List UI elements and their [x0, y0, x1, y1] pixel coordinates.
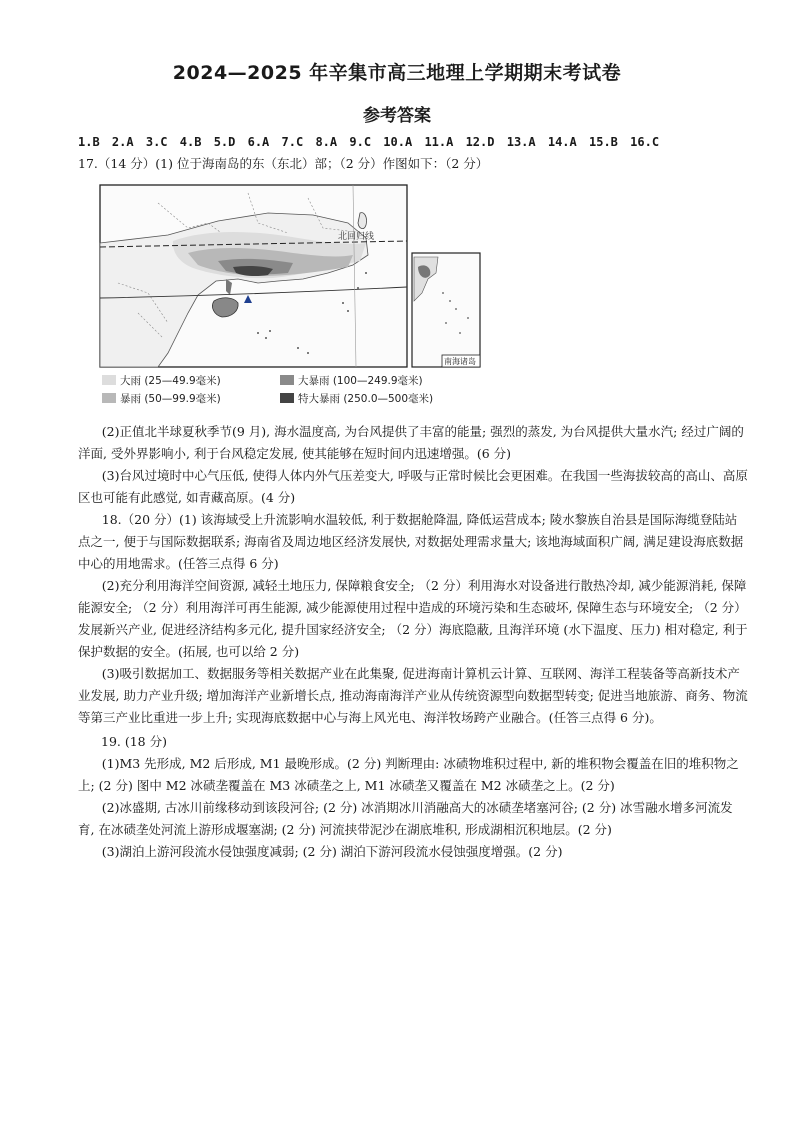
answer-item: 11.A	[424, 135, 454, 149]
q17-answer-3: (3)台风过境时中心气压低, 使得人体内外气压差变大, 呼吸与正常时候比会更困难。在我国一些海拔较高的高山、高原区也可能有此感觉, 如青藏高原。(4 分)	[78, 468, 748, 505]
answer-item: 9.C	[349, 135, 372, 149]
answer-item: 10.A	[383, 135, 413, 149]
answer-item: 7.C	[281, 135, 304, 149]
legend-swatch	[280, 375, 294, 385]
legend-label: 特大暴雨 (250.0—500毫米)	[298, 393, 434, 405]
q19-heading: 19. (18 分)	[101, 734, 167, 749]
q19-answer-3: (3)湖泊上游河段流水侵蚀强度减弱; (2 分) 湖泊下游河段流水侵蚀强度增强。(2 分)	[101, 844, 563, 859]
page-subtitle: 参考答案	[363, 106, 431, 126]
answer-item: 14.A	[547, 135, 577, 149]
answer-item: 13.A	[506, 135, 536, 149]
page-title: 2024—2025 年辛集市高三地理上学期期末考试卷	[172, 62, 622, 84]
map-legend	[102, 374, 433, 405]
answer-item: 1.B	[78, 135, 100, 149]
q19-answer-2: (2)冰盛期, 古冰川前缘移动到该段河谷; (2 分) 冰消期冰川消融高大的冰碛垄堵塞河谷; (2 分) 冰雪融水增多河流发育, 在冰碛垄处河流上游形成堰塞湖; (2 分) 河流挟带泥沙在湖底堆积, 形成湖相沉积地层。(2 分)	[78, 800, 733, 837]
taiwan-island	[358, 213, 367, 229]
answer-item: 5.D	[213, 135, 236, 149]
tropic-label: 北回归线	[338, 232, 375, 242]
answer-item: 16.C	[630, 135, 660, 149]
q18-answer-2: (2)充分利用海洋空间资源, 减轻土地压力, 保障粮食安全; （2 分）利用海水对设备进行散热冷却, 减少能源消耗, 保障能源安全; （2 分）利用海洋可再生能源, 减少能源使用过程中造成的环境污染和生态破坏, 保障生态与环境安全; （2 分）发展新兴产业, 促进经济结构多元化, 提升国家经济安全; （2 分）海底隐蔽, 且海洋环境 (水下温度、压力) 相对稳定, 利于保护数据的安全。(拓展, 也可以给 2 分)	[78, 578, 748, 659]
legend-label: 暴雨 (50—99.9毫米)	[120, 393, 221, 405]
q19-answer-1: (1)M3 先形成, M2 后形成, M1 最晚形成。(2 分) 判断理由: 冰碛物堆积过程中, 新的堆积物会覆盖在旧的堆积物之上; (2 分) 图中 M2 冰碛垄覆盖在 M3 冰碛垄之上, M1 冰碛垄又覆盖在 M2 冰碛垄之上。(2 分)	[78, 756, 739, 793]
q18-answer-1: 18.（20 分）(1) 该海域受上升流影响水温较低, 利于数据舱降温, 降低运营成本; 陵水黎族自治县是国际海缆登陆站点之一, 便于与国际数据联系; 海南省及周边地区经济发展快, 对数据处理需求量大; 该地海域面积广阔, 满足建设海底数据中心的用地需求。(任答三点得 6 分)	[78, 512, 744, 571]
answer-item: 15.B	[589, 135, 618, 149]
q18-answer-3: (3)吸引数据加工、数据服务等相关数据产业在此集聚, 促进海南计算机云计算、互联网、海洋工程装备等高新技术产业发展, 助力产业升级; 增加海洋产业新增长点, 推动海南海洋产业从传统资源型向数据型转变; 促进当地旅游、商务、物流等第三产业比重进一步上升; 实现海底数据中心与海上风光电、海洋牧场跨产业融合。(任答三点得 6 分)。	[78, 666, 748, 725]
legend-label: 大暴雨 (100—249.9毫米)	[298, 375, 423, 387]
legend-label: 大雨 (25—49.9毫米)	[120, 375, 221, 387]
answer-item: 3.C	[145, 135, 168, 149]
legend-swatch	[280, 393, 294, 403]
inset-label: 南海诸岛	[444, 357, 476, 366]
answer-item: 2.A	[111, 135, 134, 149]
rainfall-map	[98, 183, 490, 411]
answer-item: 8.A	[315, 135, 338, 149]
multiple-choice-answers	[78, 135, 664, 149]
q17-answer-2: (2)正值北半球夏秋季节(9 月), 海水温度高, 为台风提供了丰富的能量; 强烈的蒸发, 为台风提供大量水汽; 经过广阔的洋面, 受外界影响小, 利于台风稳定发展, 使其能够在短时间内迅速增强。(6 分)	[78, 424, 744, 461]
answer-item: 4.B	[179, 135, 202, 149]
q17-intro: 17.（14 分）(1) 位于海南岛的东（东北）部；（2 分）作图如下：（2 分）	[78, 156, 489, 171]
legend-swatch	[102, 393, 116, 403]
legend-swatch	[102, 375, 116, 385]
answer-item: 12.D	[465, 135, 495, 149]
answer-item: 6.A	[247, 135, 270, 149]
